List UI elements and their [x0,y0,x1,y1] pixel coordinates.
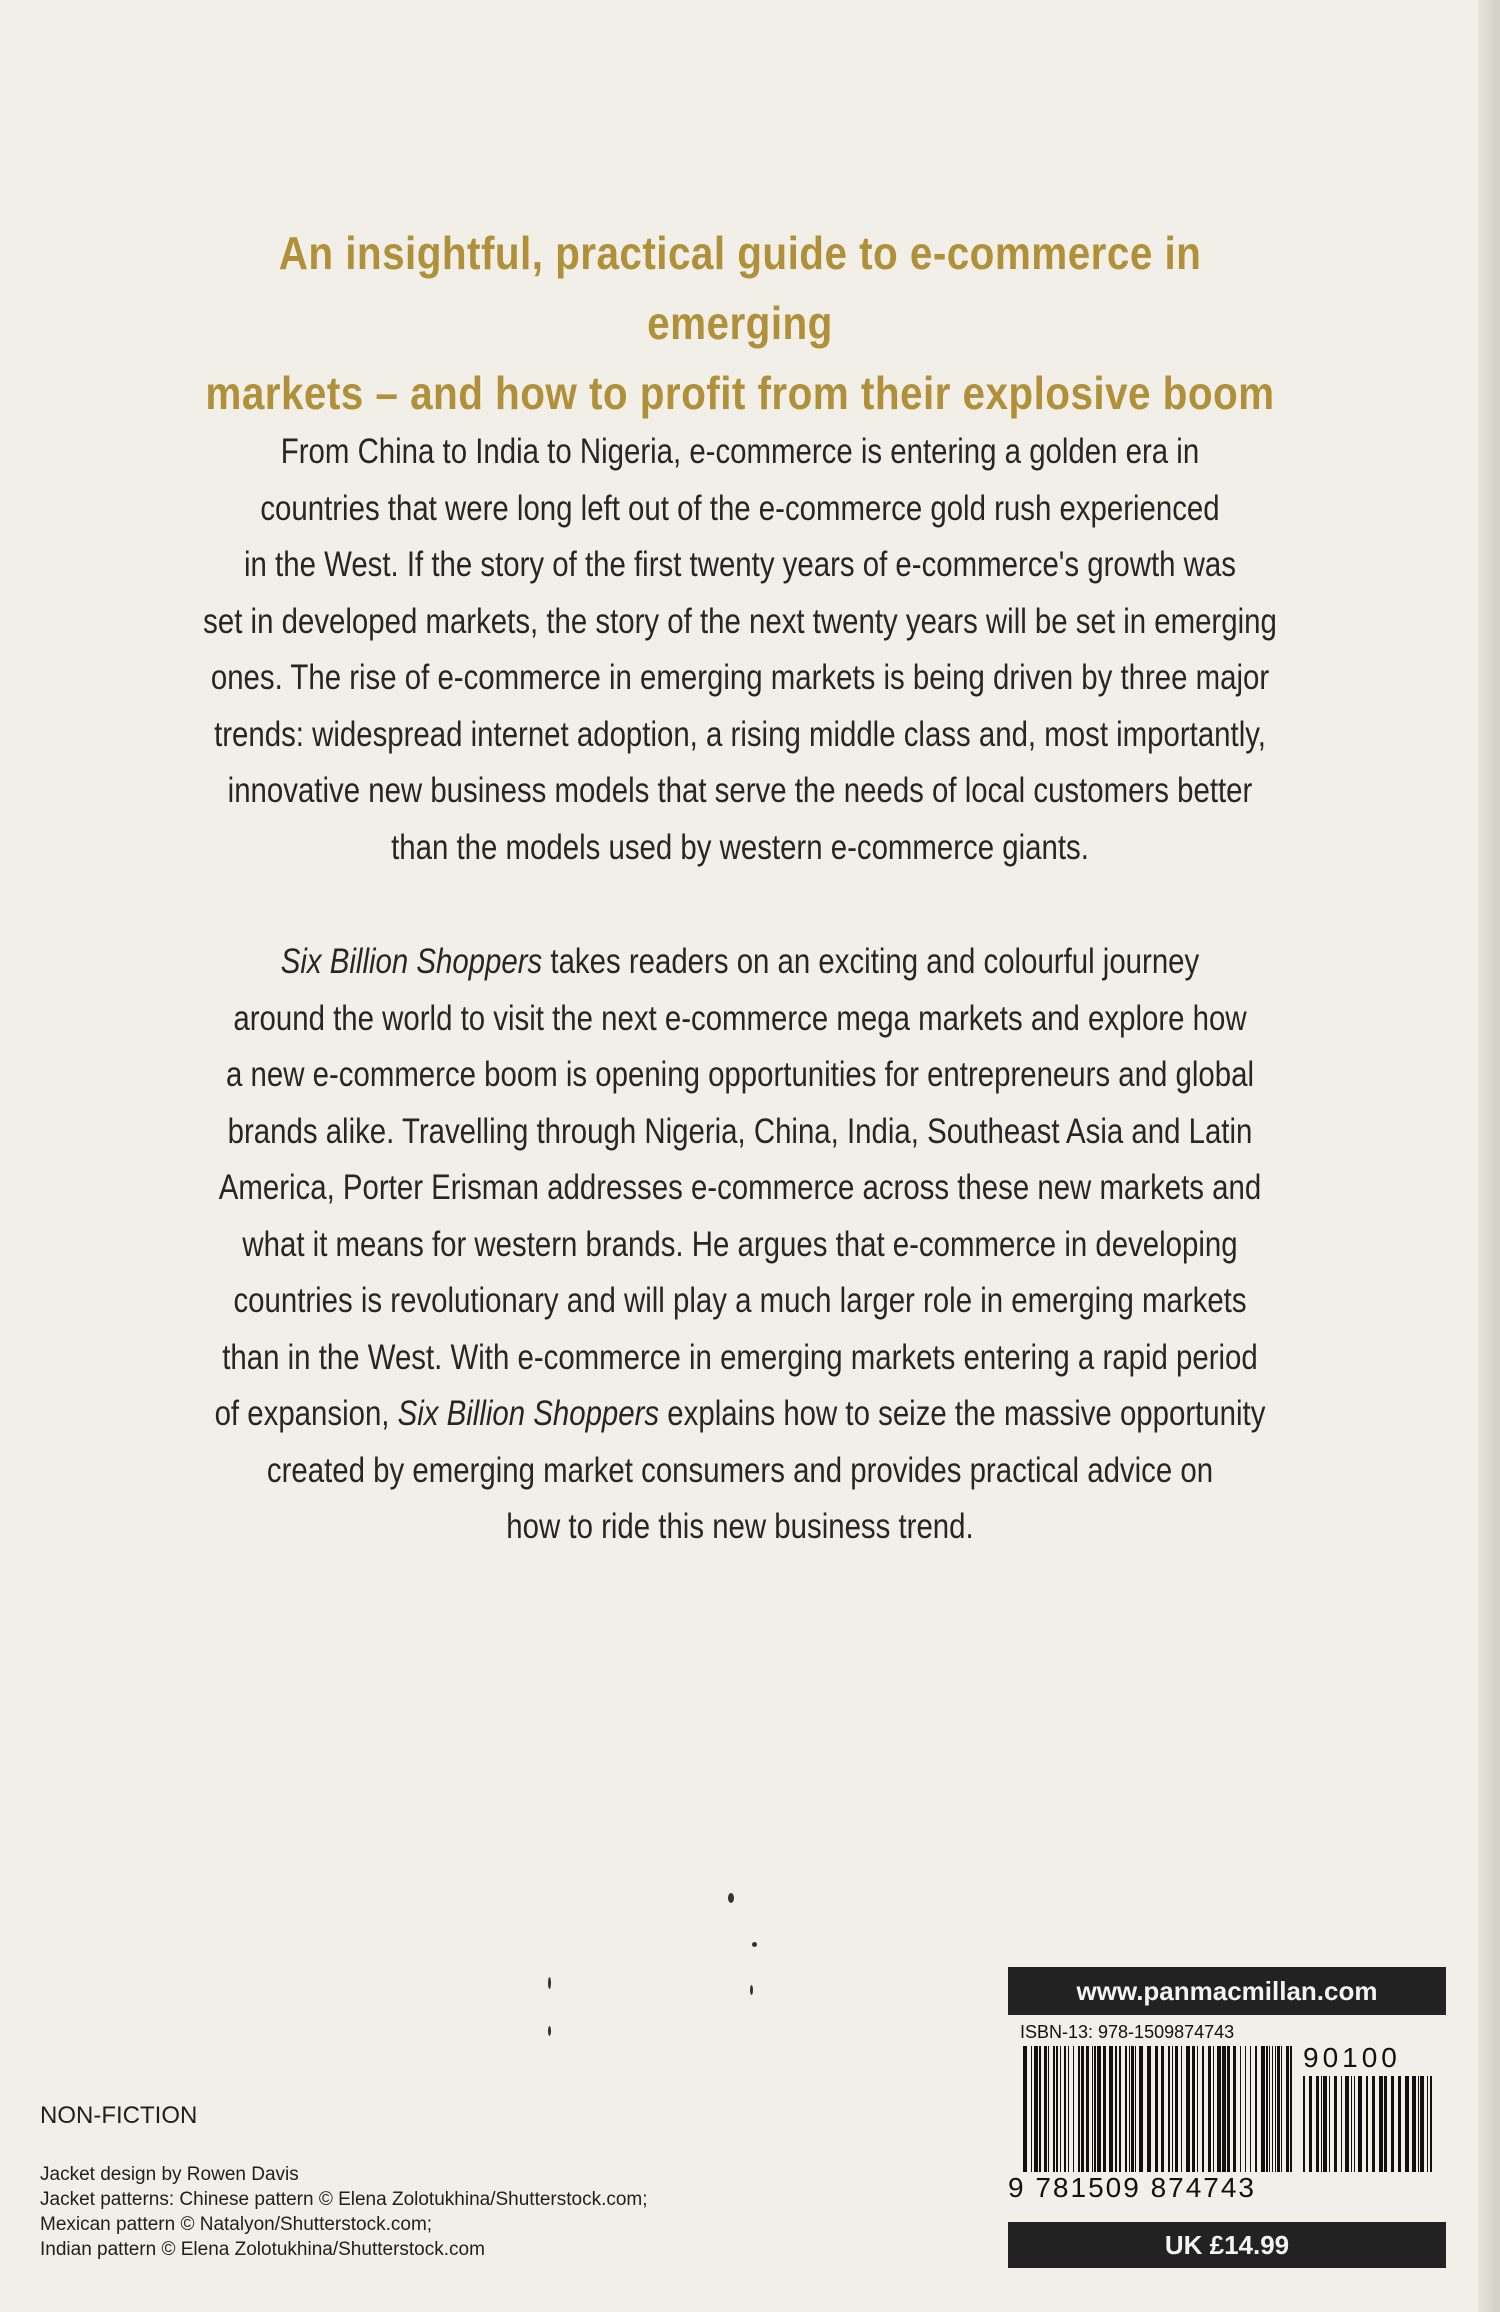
barcode-bar [1208,2046,1211,2172]
barcode-bar [1321,2076,1322,2172]
paragraph-line: around the world to visit the next e-commerce mega markets and explore how [233,998,1247,1038]
barcode-bar [1181,2046,1182,2172]
barcode-bar [1391,2076,1394,2172]
paragraph-line: how to ride this new business trend. [506,1507,974,1546]
barcode-bar [1366,2076,1368,2172]
tagline-line-1: An insightful, practical guide to e-commerce in emerging [278,227,1202,349]
tagline [194,218,1285,428]
barcode-bar [1372,2076,1375,2172]
barcode-bar [1227,2046,1230,2172]
barcode-bar [1125,2046,1127,2172]
barcode-bar [1309,2076,1312,2172]
credit-line: Jacket design by Rowen Davis [40,2164,299,2185]
paragraph-line [177,934,1303,991]
paragraph-line: trends: widespread internet adoption, a rising middle class and, most importantly, [214,714,1266,754]
barcode-bar [1412,2076,1416,2172]
barcode-bar [1398,2076,1401,2172]
barcode-bar [1272,2046,1273,2172]
barcode-bar [1073,2046,1074,2172]
barcode-bar [1323,2076,1327,2172]
barcode-bar [1255,2046,1257,2172]
barcode-bar [1269,2046,1270,2172]
barcode-bar [1056,2046,1058,2172]
credit-line: Indian pattern © Elena Zolotukhina/Shutterstock.com [40,2239,485,2260]
barcode-bar [1245,2046,1246,2172]
barcode-bar [1115,2046,1117,2172]
paragraph-text: takes readers on an exciting and colourful journey [542,942,1200,981]
barcode-bar [1161,2046,1164,2172]
paragraph-line: than in the West. With e-commerce in emerging markets entering a rapid period [222,1337,1258,1377]
paragraph-line: set in developed markets, the story of the next twenty years will be set in emerging [203,601,1277,641]
barcode-bar [1281,2046,1282,2172]
paragraph-line: created by emerging market consumers and provides practical advice on [266,1450,1214,1490]
barcode-bar [1202,2046,1204,2172]
credit-line: Mexican pattern © Natalyon/Shutterstock.com; [40,2214,433,2235]
barcode-bar [1172,2046,1173,2172]
barcode-bar [1277,2046,1280,2172]
barcode-bar [1316,2076,1319,2172]
barcode-bar [1384,2076,1387,2172]
price-label: UK £14.99 [1008,2222,1446,2268]
paragraph-line: what it means for western brands. He argues that e-commerce in developing [242,1224,1238,1264]
barcode-bar [1168,2046,1170,2172]
barcode-bar [1275,2046,1276,2172]
barcode-bar [1048,2046,1049,2172]
paragraph-line: ones. The rise of e-commerce in emerging markets is being driven by three major [210,658,1270,697]
barcode-bar [1286,2046,1289,2172]
barcode [1023,2046,1293,2172]
barcode-bar [1175,2046,1178,2172]
paragraph-line [177,1386,1303,1443]
barcode-bar [1351,2076,1352,2172]
barcode-bar [1213,2046,1214,2172]
paragraph-line: a new e-commerce boom is opening opportunities for entrepreneurs and global [226,1055,1254,1094]
barcode-bar [1053,2046,1055,2172]
description-paragraph-2 [177,934,1303,1556]
barcode-bar [1405,2076,1409,2172]
barcode-bar [1131,2046,1134,2172]
barcode-bar [1135,2046,1136,2172]
paragraph-line: in the West. If the story of the first twenty years of e-commerce's growth was [244,545,1236,584]
barcode-bar [1155,2046,1158,2172]
barcode-bar [1261,2046,1265,2172]
speck [752,1942,757,1947]
barcode-bar [1233,2046,1236,2172]
isbn-label: ISBN-13: 978-1509874743 [1020,2022,1235,2042]
barcode-bar [1147,2046,1151,2172]
barcode-bar [1430,2076,1432,2172]
barcode-bar [1078,2046,1080,2172]
barcode-add-on [1303,2076,1433,2172]
barcode-bar [1119,2046,1121,2172]
barcode-bar [1094,2046,1096,2172]
paragraph-line: From China to India to Nigeria, e-commerce is entering a golden era in [280,432,1200,471]
barcode-bar [1103,2046,1106,2172]
barcode-bar [1081,2046,1084,2172]
price-code: 90100 [1303,2042,1401,2073]
credit-line: Jacket patterns: Chinese pattern © Elena Zolotukhina/Shutterstock.com; [40,2189,648,2210]
barcode-bar [1097,2046,1101,2172]
barcode-bar [1109,2046,1113,2172]
barcode-bar [1266,2046,1268,2172]
barcode-bar [1427,2076,1428,2172]
jacket-credits [40,2162,648,2262]
paragraph-line: brands alike. Travelling through Nigeria, China, India, Southeast Asia and Latin [227,1111,1253,1151]
paragraph-line: countries is revolutionary and will play a much larger role in emerging markets [233,1281,1247,1320]
paragraph-text: explains how to seize the massive opportunity [659,1394,1266,1433]
speck [548,1977,551,1989]
barcode-bar [1197,2046,1198,2172]
speck [750,1985,753,1995]
barcode-bar [1068,2046,1069,2172]
barcode-bar [1092,2046,1093,2172]
isbn-digits: 9 781509 874743 [1008,2172,1256,2203]
publisher-url: www.panmacmillan.com [1008,1967,1446,2015]
barcode-bar [1034,2046,1038,2172]
barcode-bar [1129,2046,1130,2172]
barcode-block [1008,2022,1446,2218]
barcode-bar [1358,2076,1362,2172]
barcode-bar [1060,2046,1061,2172]
paragraph-line: America, Porter Erisman addresses e-commerce across these new markets and [218,1168,1262,1207]
paragraph-line: than the models used by western e-commerce giants. [391,827,1089,867]
paragraph-text: of expansion, [214,1394,398,1433]
tagline-line-2: markets – and how to profit from their explosive boom [205,367,1275,419]
speck [548,2026,551,2036]
barcode-bar [1031,2046,1032,2172]
paragraph-line: innovative new business models that serve the needs of local customers better [227,771,1253,810]
barcode-bar [1086,2046,1089,2172]
barcode-bar [1379,2076,1383,2172]
paragraph-line: countries that were long left out of the e-commerce gold rush experienced [260,488,1220,528]
book-title: Six Billion Shoppers [280,942,543,981]
barcode-bar [1222,2046,1226,2172]
barcode-bar [1418,2076,1419,2172]
barcode-bar [1023,2046,1027,2172]
barcode-bar [1186,2046,1190,2172]
barcode-bar [1334,2076,1337,2172]
book-title: Six Billion Shoppers [397,1394,660,1433]
barcode-bar [1290,2046,1292,2172]
barcode-bar [1345,2076,1349,2172]
cover-edge [1478,0,1500,2312]
barcode-bar [1250,2046,1251,2172]
barcode-bar [1139,2046,1143,2172]
barcode-bar [1064,2046,1066,2172]
genre-label: NON-FICTION [40,2102,198,2129]
barcode-bar [1329,2076,1330,2172]
barcode-bar [1240,2046,1241,2172]
barcode-bar [1303,2076,1305,2172]
barcode-bar [1420,2076,1424,2172]
barcode-bar [1217,2046,1221,2172]
barcode-bar [1354,2076,1355,2172]
barcode-bar [1044,2046,1047,2172]
barcode-bar [1039,2046,1041,2172]
description-paragraph-1 [177,424,1303,876]
speck [728,1893,734,1903]
barcode-bar [1192,2046,1195,2172]
barcode-bar [1341,2076,1342,2172]
